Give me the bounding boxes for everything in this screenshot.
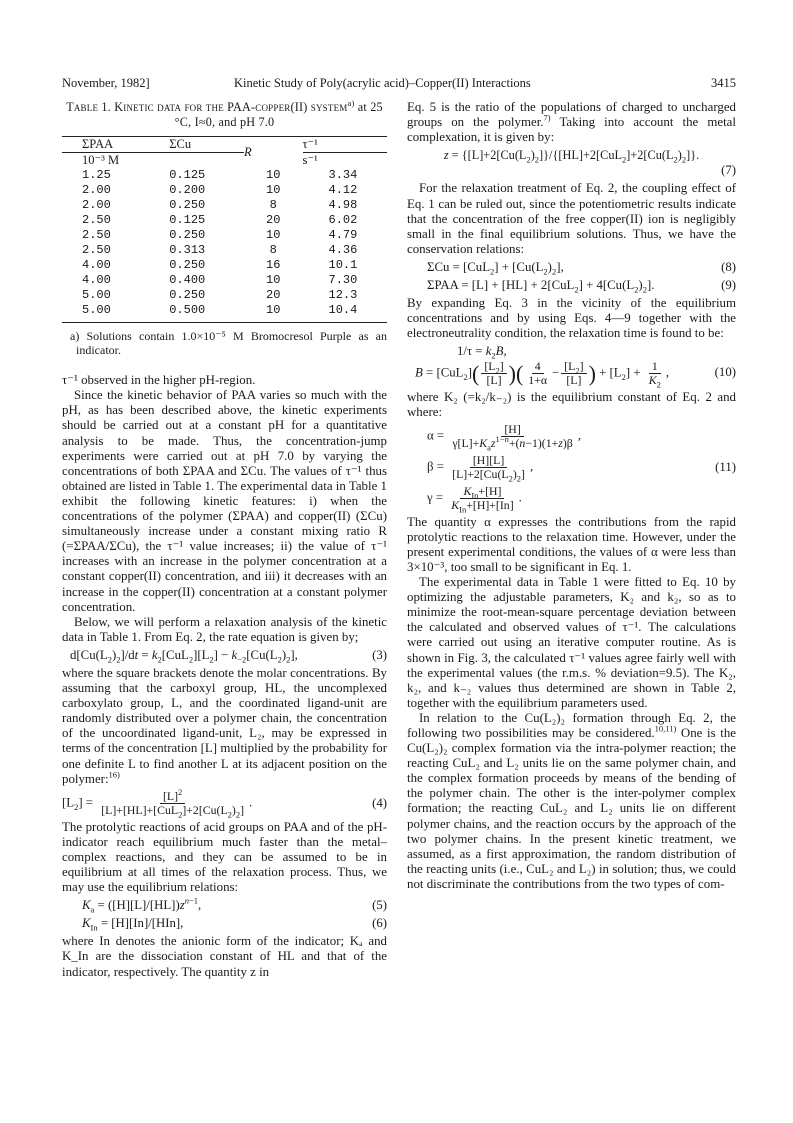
left-column — [62, 97, 387, 980]
table-row — [62, 243, 387, 258]
table-cell: 4.36 — [328, 243, 358, 258]
paragraph: where In denotes the anionic form of the indicator; Kₐ and K_In are the dissociation constant of HL and that of the indicator, respectively. The quantity z in — [62, 934, 387, 979]
paragraph: By expanding Eq. 3 in the vicinity of the equilibrium concentrations and by using Eqs. 4—9 together with the electroneutrality condition, the relaxation time is found to be: — [407, 296, 736, 341]
table-cell: 6.02 — [328, 213, 358, 228]
table-cell: 2.50 — [82, 228, 111, 243]
table-cell: 4.98 — [328, 198, 358, 213]
table-cell: 0.125 — [169, 168, 206, 183]
paragraph: The quantity α expresses the contributions from the rapid protolytic reactions to the relaxation time. However, under the present experimental conditions, the values of α were less than 3×10⁻³, too small to be significant in Eq. 1. — [407, 514, 736, 574]
table-row — [62, 228, 387, 243]
table-cell: 12.3 — [328, 288, 358, 303]
table-cell: 5.00 — [82, 288, 111, 303]
table-cell: 2.00 — [82, 183, 111, 198]
equation-5: $K_a = ([H][L]/[HL])z^{n-1}$, (5) — [82, 895, 387, 915]
equation-3: $d[Cu(L_2)_2]/dt = k_2[CuL_2][L_2] - k_{-2}[Cu(L_2)_2]$, (3) — [70, 647, 387, 665]
table-row — [62, 303, 387, 318]
header-page-number: 3415 — [711, 76, 736, 90]
equation-6: $K_{In} = [H][In]/[HIn]$, (6) — [82, 916, 387, 933]
table-cell: 8 — [269, 243, 277, 258]
equation-9: $\Sigma PAA = [L] + [HL] + 2[CuL_2] + 4[Cu(L_2)_2]$. (9) — [427, 278, 736, 295]
table-cell: 2.50 — [82, 213, 111, 228]
table-cell: 10.1 — [328, 258, 358, 273]
col-header-rate-unit: s⁻¹ — [302, 153, 318, 168]
equation-4: $[L_2]$ = $\frac{[L]^2}{[L]+[HL]+[CuL_2]+2[Cu(L_2)_2]}$ . (4) — [62, 786, 387, 820]
col-header-tau: τ⁻¹ — [303, 137, 388, 153]
table-cell: 10.4 — [328, 303, 358, 318]
table-cell: 2.50 — [82, 243, 111, 258]
table-cell: 1.25 — [82, 168, 111, 183]
paragraph: Since the kinetic behavior of PAA varies so much with the pH, as has been described above, the kinetic experiments should be carried out at a constant pH for a quantitative analysis to be made. Thus, the concentration-jump experiments were carried out at pH 7.0 by varying the concentrations of both ΣPAA and ΣCu. The values of τ⁻¹ thus obtained are listed in Table 1. The experimental data in Table 1 exhibit the following kinetic features: i) when the concentrations of the polymer (ΣPAA) and copper(II) (ΣCu) simultaneously increase under a constant mixing ratio R (=ΣPAA/ΣCu), the τ⁻¹ value increases; ii) the value of τ⁻¹ increases with an increase in the polymer concentration at a constant copper(II) concentration, and iii) it decreases with an increase in the copper(II) concentration at a constant polymer concentration. — [62, 388, 387, 614]
equation-11: α = $\frac{[H]}{\gamma[L]+K_az^{1-n}+(n-1)(1+z)\beta}$ , β = $\frac{[H][L]}{[L]+2[Cu(L_2)_2]}$ , γ = $\frac{K_{In}+[H]}{K_{In}+[H]+[In]}$ . (11) — [427, 421, 736, 515]
table-row — [62, 183, 387, 198]
col-header-r: R — [244, 145, 252, 160]
table-row — [62, 288, 387, 303]
table-cell: 0.200 — [169, 183, 206, 198]
equation-7: $z = \{[L]+2[Cu(L_2)_2]\}/\{[HL]+2[CuL_2]+2[Cu(L_2)_2]\}$. (7) — [443, 148, 736, 178]
right-column — [407, 100, 736, 892]
table-cell: 4.00 — [82, 258, 111, 273]
table-cell: 0.250 — [169, 228, 206, 243]
table-cell: 3.34 — [328, 168, 358, 183]
paragraph: Eq. 5 is the ratio of the populations of charged to uncharged groups on the polymer.$^{7)}$ Taking into account the metal complexation, it is given by: — [407, 100, 736, 145]
table-row — [62, 213, 387, 228]
table-cell: 2.00 — [82, 198, 111, 213]
table-cell: 4.12 — [328, 183, 358, 198]
paragraph: In relation to the Cu(L₂)₂ formation through Eq. 2, the following two possibilities may be considered.$^{10,11)}$ One is the Cu(L₂)₂ complex formation via the intra-polymer reaction; the reacting CuL₂ and L₂ units lie on the same polymer chain, and the complex formation proceeds by means of the bending of the polymer chain. The other is the inter-polymer complex formation; the reacting CuL₂ and L₂ units lie on different polymer chains, and the reaction occurs by the approach of the two polymer chains. In the present kinetic treatment, we assumed, as a first approximation, the random distribution of the reacting units (i.e., CuL₂ and L₂) in solution; thus, we could not discriminate the contributions from the two types of com- — [407, 710, 736, 891]
paragraph: The experimental data in Table 1 were fitted to Eq. 10 by optimizing the adjustable parameters, K₂ and k₂, so as to minimize the root-mean-square percentage deviation between the calculated and observed values of τ⁻¹. The calculations were carried out using an iterative computer routine. As is shown in Fig. 3, the calculated τ⁻¹ values agree fairly well with the experimental values (the r.m.s. % deviation=9.5). The K₂, k₂, and k₋₂ values thus determined are shown in Table 2, together with the equilibrium parameters used. — [407, 575, 736, 710]
header-date: November, 1982] — [62, 76, 150, 90]
table-cell: 10 — [266, 303, 281, 318]
paragraph: The protolytic reactions of acid groups on PAA and of the pH-indicator reach equilibrium much faster than the metal–complex reactions, and they can be assumed to be in equilibrium at all times of the relaxation process. Thus, we may use the equilibrium relations: — [62, 819, 387, 895]
table-cell: 10 — [266, 273, 281, 288]
table-cell: 0.313 — [169, 243, 206, 258]
equation-8: $\Sigma Cu = [CuL_2] + [Cu(L_2)_2]$, (8) — [427, 259, 736, 277]
header-title: Kinetic Study of Poly(acrylic acid)–Copper(II) Interactions — [234, 76, 531, 90]
paragraph: where K₂ (=k₂/k₋₂) is the equilibrium constant of Eq. 2 and where: — [407, 389, 736, 419]
table-cell: 20 — [266, 213, 281, 228]
table-cell: 10 — [266, 183, 281, 198]
table-cell: 10 — [266, 168, 281, 183]
table-cell: 0.125 — [169, 213, 206, 228]
table-cell: 0.250 — [169, 258, 206, 273]
table-cell: 16 — [266, 258, 281, 273]
table-caption: Table 1. Kinetic data for the PAA-copper(II) system$^{a)}$ at 25 °C, I≈0, and pH 7.0 — [66, 97, 383, 129]
table-cell: 4.00 — [82, 273, 111, 288]
table-cell: 0.500 — [169, 303, 206, 318]
paragraph: τ⁻¹ observed in the higher pH-region. — [62, 373, 256, 388]
table-cell: 0.250 — [169, 198, 206, 213]
table-row — [62, 258, 387, 273]
col-header-conc-unit: 10⁻³ M — [62, 153, 244, 169]
col-header-sum-paa: ΣPAA — [82, 137, 114, 151]
table-cell: 0.250 — [169, 288, 206, 303]
table-cell: 0.400 — [169, 273, 206, 288]
paragraph: For the relaxation treatment of Eq. 2, the coupling effect of Eq. 1 can be ruled out, since the potentiometric results indicate that the concentration of the free copper(II) ion is negligibly small in the final equilibrium solutions. Thus, we have the conservation relations: — [407, 181, 736, 256]
kinetic-data-table — [62, 137, 387, 318]
table-cell: 20 — [266, 288, 281, 303]
table-row — [62, 198, 387, 213]
table-cell: 5.00 — [82, 303, 111, 318]
paragraph: Below, we will perform a relaxation analysis of the kinetic data in Table 1. From Eq. 2, the rate equation is given by; — [62, 614, 387, 644]
table-cell: 4.79 — [328, 228, 358, 243]
table-row — [62, 168, 387, 183]
table-cell: 10 — [266, 228, 281, 243]
running-header — [62, 76, 736, 94]
table-row — [62, 273, 387, 288]
paragraph: where the square brackets denote the molar concentrations. By assuming that the carboxyl group, HL, the uncomplexed carboxylato group, L, and the coordinated ligand-unit are randomly distributed over a polymer chain, the concentration of the uncoordinated ligand-unit, L₂, may be expressed in terms of the concentration [L] multiplied by the probability for one definite L to find another L at its adjacent position on the polymer:$^{16)}$ — [62, 665, 387, 786]
col-header-sum-cu: ΣCu — [169, 137, 192, 151]
table-footnote: a) Solutions contain 1.0×10⁻⁵ M Bromocresol Purple as an indicator. — [70, 329, 387, 358]
table-cell: 7.30 — [328, 273, 358, 288]
equation-10: $1/\tau = k_2B$, B = [CuL$_2$]( $\frac{[L_2]}{[L]}$ )( $\frac{4}{1+\alpha}$ − $\frac{[L_2]}{[L]}$ ) + $[L_2]$ + $\frac{1}{K_2}$ , (10) — [415, 344, 736, 389]
table-cell: 8 — [269, 198, 277, 213]
